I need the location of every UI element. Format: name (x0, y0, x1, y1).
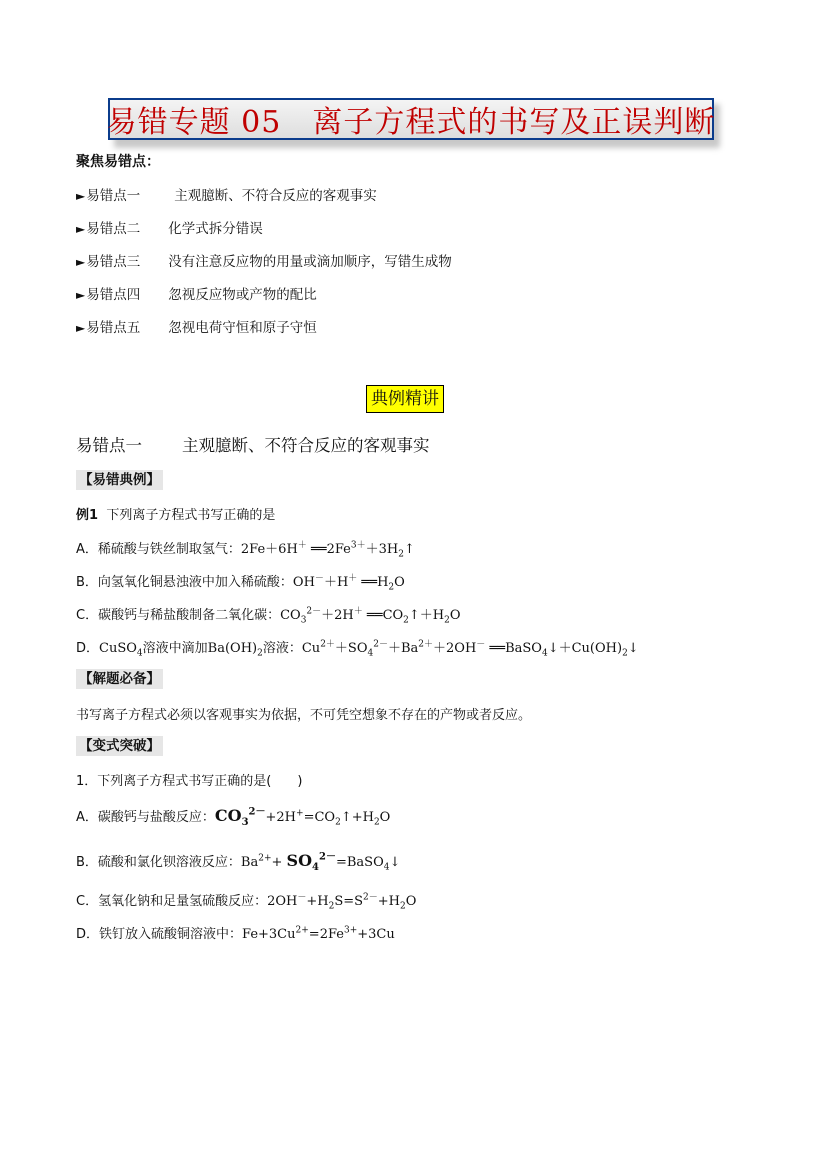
triangle-icon: ► (76, 255, 86, 269)
tag-example: 【易错典例】 (76, 470, 163, 490)
variant-option-b: B．硫酸和氯化钡溶液反应：$Ba^{2+}+$ $SO_4^{2-}=BaSO_4↓$ (76, 851, 401, 874)
page-title: 易错专题 05 离子方程式的书写及正误判断 (106, 105, 716, 140)
triangle-icon: ► (76, 288, 86, 302)
triangle-icon: ► (76, 321, 86, 335)
focus-label: 聚焦易错点： (76, 154, 160, 170)
equation: =BaSO$_4$↓ (335, 855, 401, 873)
equation: OH－＋H＋ $══H_2O$ (292, 573, 405, 593)
option-b: B．向氢氧化铜悬浊液中加入稀硫酸：OH－＋H＋ $══H_2O$ (76, 573, 405, 593)
equation: $Cu^{2+}+SO_4^{2-}+Ba^{2+}+2OH^-$ $══BaSO_4↓+Cu(OH)_2↓$ (301, 639, 639, 659)
equation: 2Fe＋6H＋ $══2Fe^{3+}+3H_2↑$ (240, 540, 415, 560)
triangle-icon: ► (76, 189, 86, 203)
option-d: D．CuSO$_4$溶液中滴加$Ba(OH)_2$溶液：$Cu^{2+}+SO_4^{2-}+Ba^{2+}+2OH^-$ $══BaSO_4↓+Cu(OH)_2↓$ (76, 639, 639, 659)
equation: $Fe+3Cu^{2+}=2Fe^{3+}+3Cu$ (242, 925, 395, 942)
title-banner (108, 98, 720, 146)
variant-option-d: D．铁钉放入硫酸铜溶液中：$Fe+3Cu^{2+}=2Fe^{3+}+3Cu$ (76, 925, 395, 942)
tag-variant: 【变式突破】 (76, 736, 163, 756)
variant-stem: 1．下列离子方程式书写正确的是( ) (76, 774, 303, 789)
option-c: C．碳酸钙与稀盐酸制备二氧化碳：$CO_3^{2-}+2H^+$ $══CO_2↑+H_2O$ (76, 606, 461, 626)
point-item: ►易错点一 主观臆断、不符合反应的客观事实 (76, 188, 377, 204)
point-item: ►易错点二 化学式拆分错误 (76, 221, 263, 237)
point-item: ►易错点五 忽视电荷守恒和原子守恒 (76, 320, 317, 336)
equation: $2OH^-+H_2S=S^{2-}+H_2O$ (267, 892, 417, 912)
equation: $CO_3^{2-}+2H^+$ $══CO_2↑+H_2O$ (280, 606, 461, 626)
solution-text: 书写离子方程式必须以客观事实为依据，不可凭空想象不存在的产物或者反应。 (76, 708, 532, 723)
point-item: ►易错点四 忽视反应物或产物的配比 (76, 287, 317, 303)
variant-option-a: A．碳酸钙与盐酸反应：$CO_3^{2-}+2H^+=CO_2↑+H_2O$ (76, 806, 391, 829)
option-a: A．稀硫酸与铁丝制取氢气：2Fe＋6H＋ $══2Fe^{3+}+3H_2↑$ (76, 540, 415, 560)
point-item: ►易错点三 没有注意反应物的用量或滴加顺序，写错生成物 (76, 254, 452, 270)
section-badge: 典例精讲 (366, 385, 444, 413)
banner-box (108, 98, 714, 140)
section-heading: 易错点一 主观臆断、不符合反应的客观事实 (76, 436, 430, 455)
variant-option-c: C．氢氧化钠和足量氢硫酸反应：$2OH^-+H_2S=S^{2-}+H_2O$ (76, 892, 417, 912)
equation: $+2H^+=CO_2↑+H_2O$ (265, 808, 391, 828)
triangle-icon: ► (76, 222, 86, 236)
tag-solution: 【解题必备】 (76, 669, 163, 689)
example-stem: 例1 下列离子方程式书写正确的是 (76, 508, 276, 523)
